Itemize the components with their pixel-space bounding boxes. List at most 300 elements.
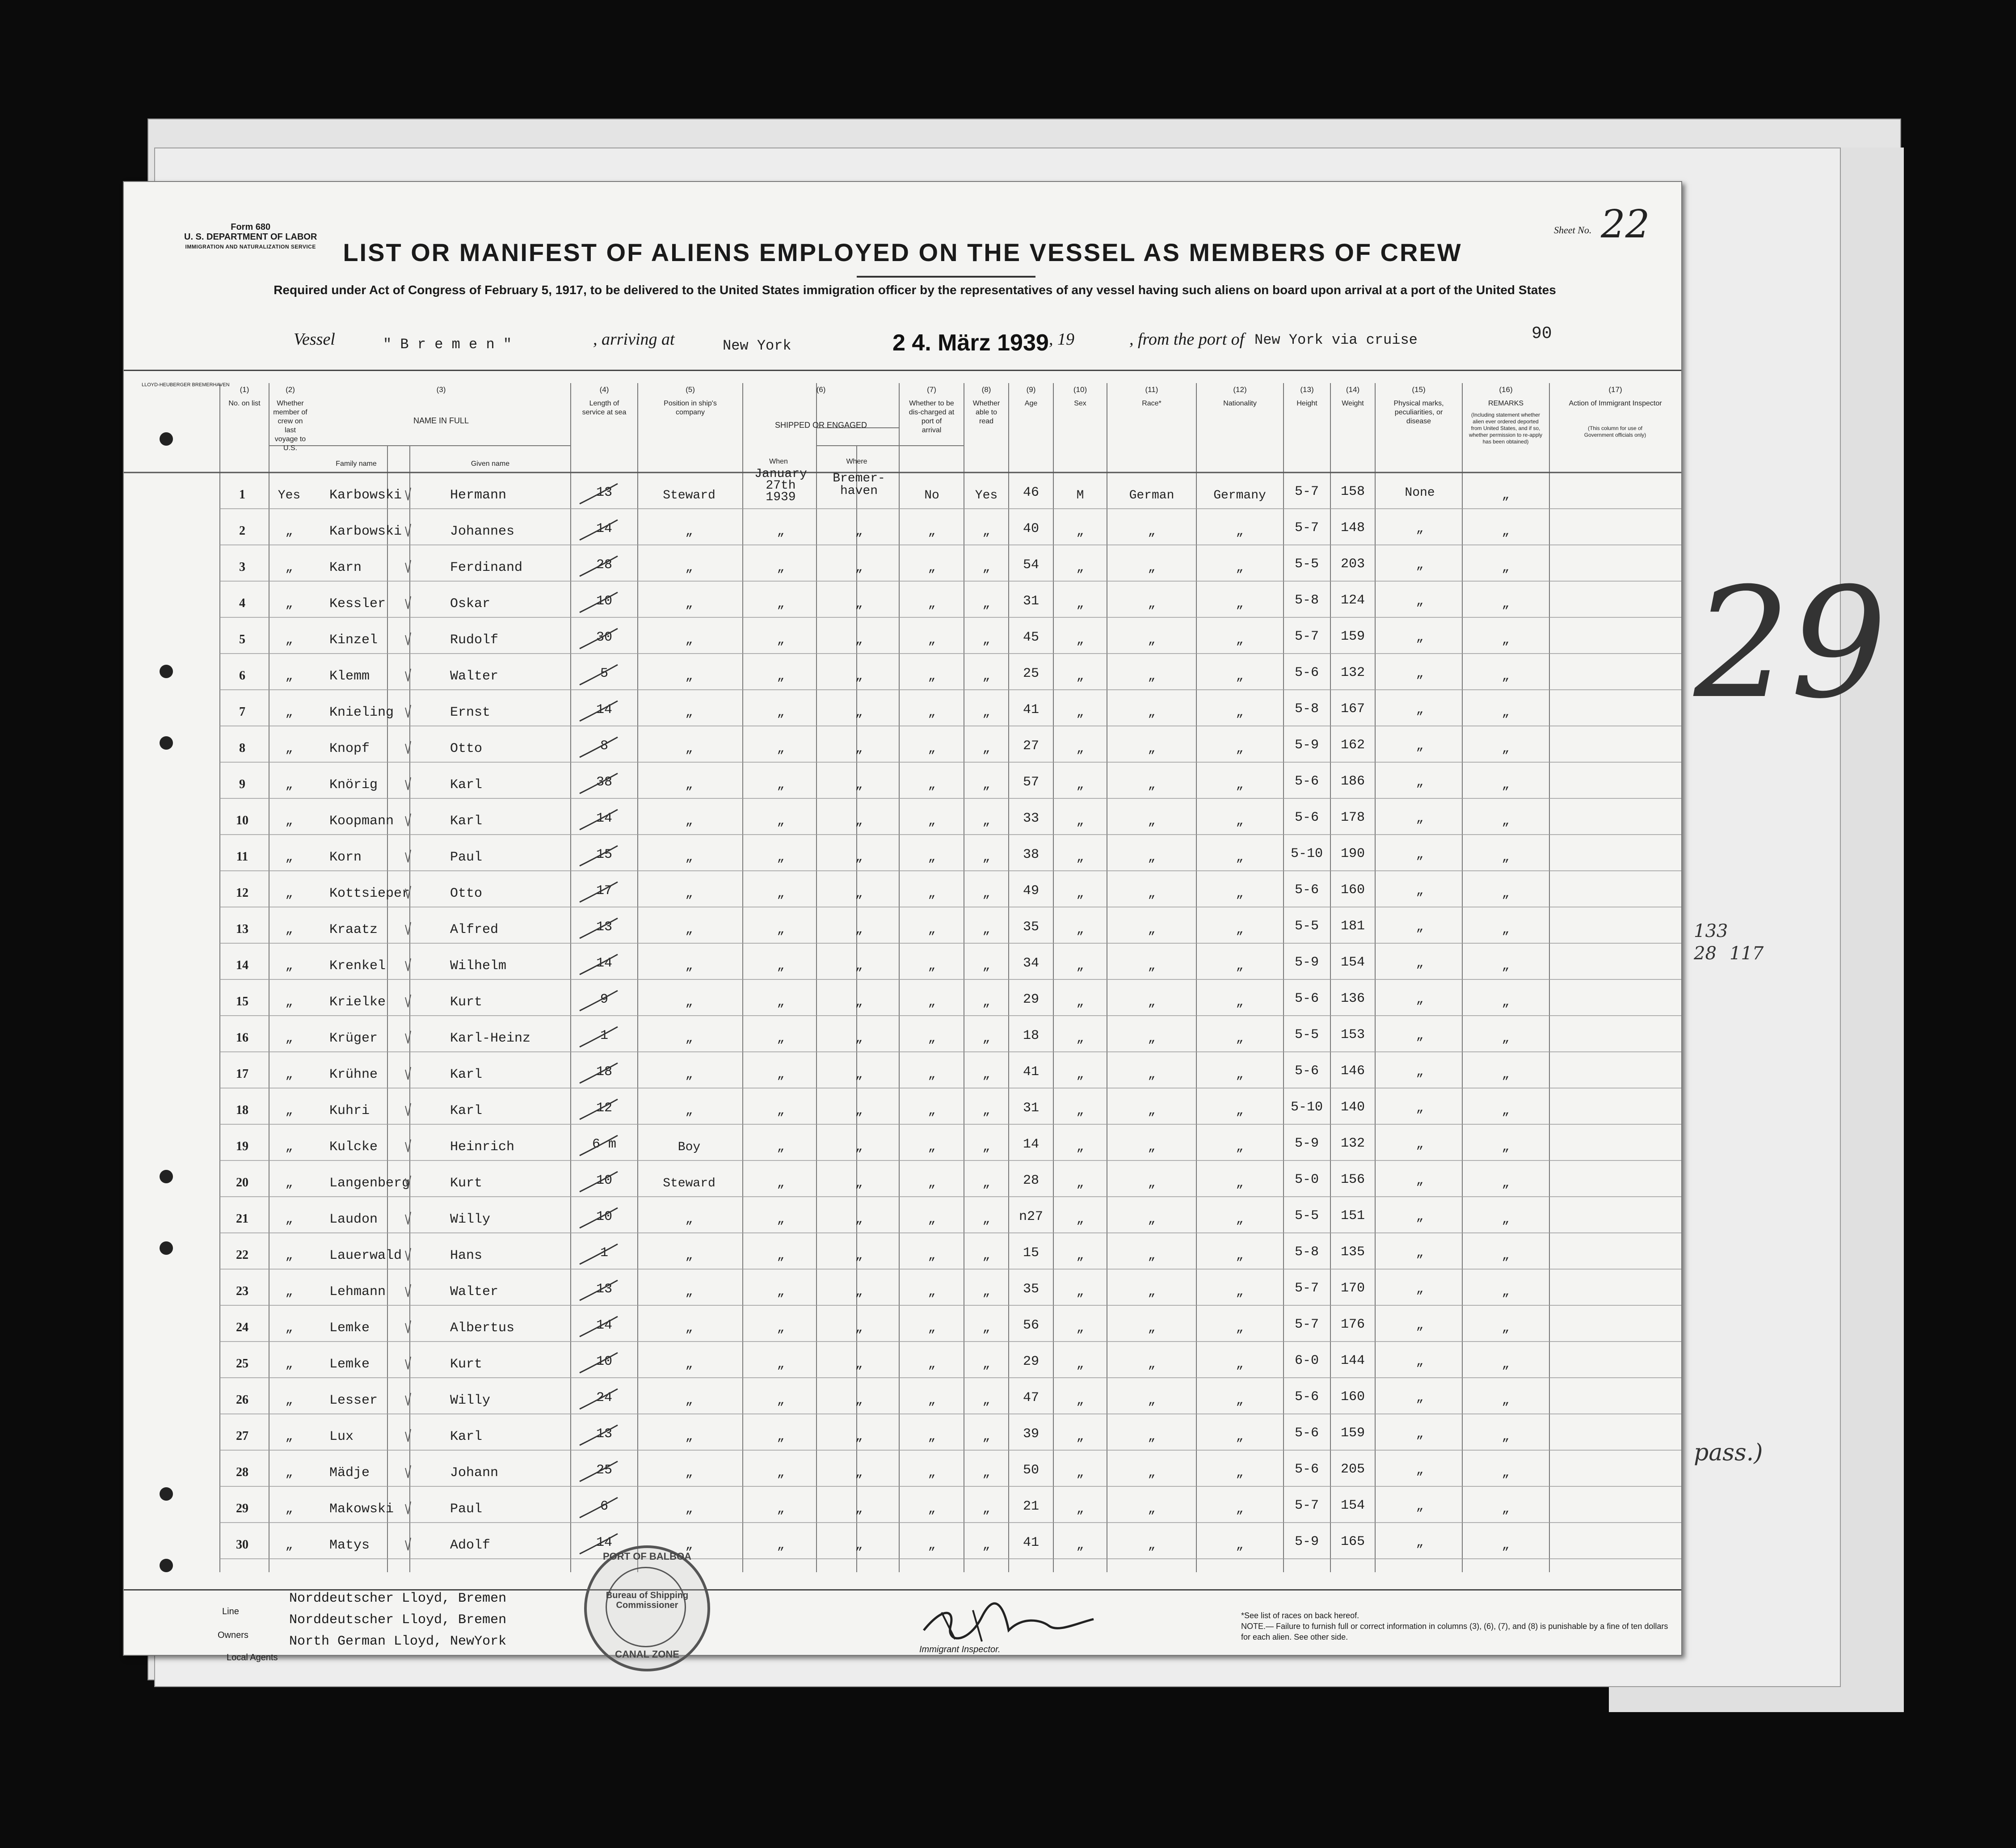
cell-position: „ xyxy=(685,525,693,539)
cell-race: „ xyxy=(1148,1032,1156,1046)
cell-weight: 203 xyxy=(1340,557,1365,572)
cell-nationality: „ xyxy=(1236,1321,1244,1335)
cell-weight: 160 xyxy=(1340,882,1365,898)
cell-age: 21 xyxy=(1023,1499,1040,1514)
cell-weight: 176 xyxy=(1340,1317,1365,1332)
arrival-date-stamp: 2 4. März 1939 xyxy=(892,330,1049,356)
cell-age: 31 xyxy=(1023,1101,1040,1116)
cell-race: „ xyxy=(1148,851,1156,865)
cell-when: „ xyxy=(777,525,785,539)
cell-family-name: Karbowski xyxy=(329,524,402,539)
cell-given-name: Wilhelm xyxy=(450,958,507,974)
punch-hole xyxy=(160,432,173,446)
cell-given-name: Otto xyxy=(450,886,483,901)
column-header: NAME IN FULL xyxy=(413,416,469,425)
cell-nationality: „ xyxy=(1236,1394,1244,1408)
column-number: (9) xyxy=(1026,385,1036,394)
cell-age: 27 xyxy=(1023,738,1040,754)
cell-able-read: „ xyxy=(982,525,990,539)
cell-race: „ xyxy=(1148,1285,1156,1299)
cell-weight: 135 xyxy=(1340,1245,1365,1260)
subcolumn-header: Given name xyxy=(471,460,510,468)
footer-rule xyxy=(124,1589,1681,1591)
column-header: Whether to be xyxy=(909,400,954,407)
cell-where: haven xyxy=(840,484,878,498)
header-rule xyxy=(124,370,1681,371)
cell-height: 5-9 xyxy=(1294,738,1319,753)
cell-given-name: Karl xyxy=(450,1429,483,1444)
cell-remarks: „ xyxy=(1502,706,1510,720)
cell-weight: 190 xyxy=(1340,846,1365,861)
title-underline xyxy=(857,276,1035,278)
cell-discharged: „ xyxy=(928,959,936,973)
column-number: (3) xyxy=(436,385,446,394)
column-header: Physical marks, xyxy=(1393,400,1444,407)
cell-marks: „ xyxy=(1416,993,1424,1007)
cell-when: „ xyxy=(777,633,785,647)
cell-remarks: „ xyxy=(1502,489,1510,502)
cell-where: „ xyxy=(855,778,863,792)
cell-able-read: „ xyxy=(982,1285,990,1299)
cell-given-name: Willy xyxy=(450,1393,491,1408)
cell-given-name: Otto xyxy=(450,741,483,756)
column-header: SHIPPED OR ENGAGED xyxy=(774,421,867,430)
cell-family-name: Lauerwald xyxy=(329,1248,402,1263)
canal-zone-seal xyxy=(584,1545,710,1671)
cell-family-name: Krüger xyxy=(329,1031,378,1046)
cell-weight: 158 xyxy=(1340,484,1365,499)
cell-height: 5-10 xyxy=(1290,1100,1323,1115)
cell-remarks: „ xyxy=(1502,923,1510,937)
cell-given-name: Karl-Heinz xyxy=(450,1031,531,1046)
cell-nationality: „ xyxy=(1236,1249,1244,1263)
cell-nationality: „ xyxy=(1236,959,1244,973)
cell-age: 46 xyxy=(1023,485,1040,500)
cell-family-name: Knieling xyxy=(329,705,394,720)
cell-prev-voyage: „ xyxy=(285,1394,293,1408)
cell-discharged: „ xyxy=(928,1502,936,1516)
check-slash-mark xyxy=(580,737,618,757)
sheet-number-value: 22 xyxy=(1601,202,1650,247)
column-number: (4) xyxy=(599,385,609,394)
cell-when: „ xyxy=(777,1358,785,1371)
column-header: port of xyxy=(921,418,942,425)
cell-remarks: „ xyxy=(1502,1249,1510,1263)
cell-prev-voyage: „ xyxy=(285,1358,293,1371)
cell-service-length: 8 xyxy=(600,738,609,754)
cell-service-length: 18 xyxy=(596,1064,613,1080)
cell-discharged: „ xyxy=(928,1466,936,1480)
cell-position: „ xyxy=(685,670,693,684)
cell-race: „ xyxy=(1148,1177,1156,1190)
cell-marks: „ xyxy=(1416,595,1424,608)
row-number: 28 xyxy=(236,1465,248,1479)
cell-age: 18 xyxy=(1023,1028,1040,1043)
cell-marks: „ xyxy=(1416,739,1424,753)
manifest-sheet xyxy=(123,181,1682,1662)
cell-sex: „ xyxy=(1076,887,1084,901)
cell-discharged: „ xyxy=(928,1140,936,1154)
cell-sex: „ xyxy=(1076,1321,1084,1335)
row-number: 26 xyxy=(236,1393,248,1407)
cell-race: „ xyxy=(1148,1358,1156,1371)
footer-agents-label: Local Agents xyxy=(227,1653,278,1662)
row-number: 14 xyxy=(236,958,248,972)
cell-race: „ xyxy=(1148,1394,1156,1408)
row-number: 11 xyxy=(236,850,248,864)
cell-age: 35 xyxy=(1023,1282,1040,1297)
cell-race: „ xyxy=(1148,1068,1156,1082)
cell-when: „ xyxy=(777,1466,785,1480)
cell-able-read: „ xyxy=(982,851,990,865)
cell-given-name: Paul xyxy=(450,850,483,865)
cell-weight: 153 xyxy=(1340,1027,1365,1042)
cell-sex: „ xyxy=(1076,1430,1084,1444)
column-number: (2) xyxy=(286,385,295,394)
punch-hole xyxy=(160,665,173,678)
row-number: 20 xyxy=(236,1176,248,1190)
row-number: 3 xyxy=(239,560,245,574)
footer-note xyxy=(1241,1610,1670,1642)
cell-given-name: Albertus xyxy=(450,1321,515,1336)
cell-when: „ xyxy=(777,561,785,575)
cell-marks: „ xyxy=(1416,667,1424,681)
cell-height: 5-7 xyxy=(1294,1281,1319,1296)
cell-position: „ xyxy=(685,923,693,937)
cell-height: 5-6 xyxy=(1294,991,1319,1006)
vessel-line-extra: 90 xyxy=(1532,324,1552,343)
column-number: (11) xyxy=(1145,385,1158,394)
remarks-note: has been obtained) xyxy=(1482,439,1529,445)
cell-remarks: „ xyxy=(1502,1539,1510,1553)
cell-height: 5-6 xyxy=(1294,665,1319,680)
cell-height: 5-8 xyxy=(1294,1245,1319,1260)
cell-height: 5-7 xyxy=(1294,520,1319,536)
row-number: 4 xyxy=(239,596,245,610)
subcolumn-header: Family name xyxy=(336,460,377,468)
cell-prev-voyage: „ xyxy=(285,1430,293,1444)
cell-race: „ xyxy=(1148,742,1156,756)
cell-discharged: „ xyxy=(928,887,936,901)
cell-able-read: „ xyxy=(982,706,990,720)
footer-owners-value: Norddeutscher Lloyd, Bremen xyxy=(289,1612,507,1628)
cell-weight: 181 xyxy=(1340,919,1365,934)
cell-weight: 146 xyxy=(1340,1063,1365,1079)
cell-sex: „ xyxy=(1076,1177,1084,1190)
punch-hole xyxy=(160,1559,173,1572)
cell-discharged: „ xyxy=(928,706,936,720)
cell-service-length: 38 xyxy=(596,775,613,790)
cell-discharged: „ xyxy=(928,561,936,575)
cell-nationality: „ xyxy=(1236,561,1244,575)
cell-able-read: „ xyxy=(982,1502,990,1516)
cell-family-name: Karn xyxy=(329,560,362,575)
cell-height: 5-6 xyxy=(1294,810,1319,825)
cell-remarks: „ xyxy=(1502,1394,1510,1408)
cell-when: „ xyxy=(777,778,785,792)
cell-nationality: „ xyxy=(1236,1285,1244,1299)
cell-position: „ xyxy=(685,887,693,901)
cell-service-length: 6 xyxy=(600,1499,609,1514)
cell-able-read: „ xyxy=(982,1358,990,1371)
cell-able-read: „ xyxy=(982,1140,990,1154)
cell-position: „ xyxy=(685,742,693,756)
check-slash-mark xyxy=(580,1244,618,1264)
cell-when: 27th xyxy=(766,479,796,493)
margin-pass-note: pass.) xyxy=(1694,1439,1763,1466)
cell-able-read: „ xyxy=(982,1466,990,1480)
year-label: , 19 xyxy=(1049,330,1074,349)
cell-family-name: Kulcke xyxy=(329,1139,378,1155)
cell-able-read: „ xyxy=(982,814,990,828)
cell-nationality: „ xyxy=(1236,778,1244,792)
cell-position: „ xyxy=(685,1430,693,1444)
column-header: peculiarities, or xyxy=(1394,409,1443,416)
cell-given-name: Walter xyxy=(450,1284,499,1300)
cell-height: 5-6 xyxy=(1294,774,1319,789)
cell-nationality: „ xyxy=(1236,1177,1244,1190)
cell-marks: „ xyxy=(1416,1391,1424,1405)
cell-where: „ xyxy=(855,670,863,684)
cell-sex: M xyxy=(1076,489,1084,502)
cell-nationality: „ xyxy=(1236,814,1244,828)
cell-prev-voyage: „ xyxy=(285,814,293,828)
cell-given-name: Heinrich xyxy=(450,1139,515,1155)
cell-family-name: Kraatz xyxy=(329,922,378,937)
column-number: (6) xyxy=(816,385,826,394)
cell-able-read: „ xyxy=(982,670,990,684)
cell-age: 56 xyxy=(1023,1318,1040,1333)
row-number: 10 xyxy=(236,814,248,827)
cell-age: 41 xyxy=(1023,702,1040,717)
cell-marks: „ xyxy=(1416,1283,1424,1296)
cell-family-name: Lux xyxy=(329,1429,354,1444)
cell-sex: „ xyxy=(1076,742,1084,756)
cell-service-length: 30 xyxy=(596,630,613,645)
cell-service-length: 15 xyxy=(596,847,613,862)
cell-when: „ xyxy=(777,923,785,937)
cell-remarks: „ xyxy=(1502,633,1510,647)
cell-service-length: 14 xyxy=(596,1535,613,1550)
cell-given-name: Kurt xyxy=(450,1176,483,1191)
cell-sex: „ xyxy=(1076,851,1084,865)
cell-nationality: „ xyxy=(1236,1430,1244,1444)
cell-discharged: „ xyxy=(928,1032,936,1046)
column-number: (1) xyxy=(240,385,249,394)
cell-prev-voyage: „ xyxy=(285,887,293,901)
cell-sex: „ xyxy=(1076,597,1084,611)
cell-prev-voyage: „ xyxy=(285,851,293,865)
column-header: voyage to xyxy=(274,435,306,443)
cell-given-name: Hans xyxy=(450,1248,483,1263)
column-header: last xyxy=(285,426,296,434)
cell-remarks: „ xyxy=(1502,851,1510,865)
cell-marks: „ xyxy=(1416,1464,1424,1477)
cell-discharged: „ xyxy=(928,633,936,647)
margin-number-c: 117 xyxy=(1730,943,1764,964)
cell-when: „ xyxy=(777,996,785,1009)
cell-when: 1939 xyxy=(766,490,796,504)
cell-remarks: „ xyxy=(1502,1213,1510,1227)
cell-discharged: „ xyxy=(928,1430,936,1444)
column-number: (5) xyxy=(686,385,695,394)
cell-remarks: „ xyxy=(1502,670,1510,684)
row-number: 6 xyxy=(239,669,245,683)
column-header: Whether xyxy=(972,400,1000,407)
cell-when: „ xyxy=(777,706,785,720)
cell-age: 14 xyxy=(1023,1137,1040,1152)
cell-sex: „ xyxy=(1076,1358,1084,1371)
column-header: Length of xyxy=(589,400,619,407)
cell-service-length: 10 xyxy=(596,1173,613,1188)
cell-sex: „ xyxy=(1076,923,1084,937)
cell-service-length: 25 xyxy=(596,1463,613,1478)
cell-age: 15 xyxy=(1023,1245,1040,1261)
cell-remarks: „ xyxy=(1502,1140,1510,1154)
cell-discharged: „ xyxy=(928,1104,936,1118)
column-number: (16) xyxy=(1499,385,1513,394)
cell-height: 5-6 xyxy=(1294,1063,1319,1079)
cell-weight: 205 xyxy=(1340,1462,1365,1477)
cell-service-length: 13 xyxy=(596,1282,613,1297)
cell-weight: 154 xyxy=(1340,955,1365,970)
punch-hole xyxy=(160,1170,173,1183)
cell-remarks: „ xyxy=(1502,1358,1510,1371)
cell-marks: „ xyxy=(1416,1427,1424,1441)
cell-service-length: 28 xyxy=(596,557,613,573)
cell-marks: „ xyxy=(1416,1210,1424,1224)
cell-where: „ xyxy=(855,1140,863,1154)
cell-position: „ xyxy=(685,706,693,720)
cell-remarks: „ xyxy=(1502,1068,1510,1082)
cell-when: „ xyxy=(777,1430,785,1444)
cell-prev-voyage: „ xyxy=(285,1177,293,1190)
cell-prev-voyage: „ xyxy=(285,1068,293,1082)
column-number: (14) xyxy=(1346,385,1360,394)
cell-when: „ xyxy=(777,1140,785,1154)
cell-where: „ xyxy=(855,742,863,756)
cell-race: „ xyxy=(1148,887,1156,901)
cell-weight: 167 xyxy=(1340,701,1365,717)
column-header: Weight xyxy=(1342,400,1364,407)
cell-family-name: Lehmann xyxy=(329,1284,386,1300)
cell-family-name: Korn xyxy=(329,850,362,865)
form-department: U. S. DEPARTMENT OF LABOR xyxy=(184,232,317,242)
cell-prev-voyage: „ xyxy=(285,1466,293,1480)
cell-discharged: „ xyxy=(928,923,936,937)
row-number: 22 xyxy=(236,1248,248,1262)
inspector-label: Immigrant Inspector. xyxy=(919,1645,1001,1654)
cell-when: „ xyxy=(777,851,785,865)
remarks-note: from United States, and if so, xyxy=(1471,425,1540,431)
cell-position: „ xyxy=(685,1539,693,1553)
cell-position: „ xyxy=(685,1068,693,1082)
cell-position: „ xyxy=(685,1213,693,1227)
cell-nationality: „ xyxy=(1236,1032,1244,1046)
cell-age: 38 xyxy=(1023,847,1040,862)
row-number: 17 xyxy=(236,1067,248,1081)
column-header: arrival xyxy=(922,426,942,434)
column-header: U.S. xyxy=(283,444,298,452)
column-number: (7) xyxy=(927,385,936,394)
punch-hole xyxy=(160,1487,173,1501)
inspector-signature xyxy=(915,1599,1103,1648)
cell-marks: „ xyxy=(1416,522,1424,536)
cell-service-length: 14 xyxy=(596,702,613,717)
cell-sex: „ xyxy=(1076,670,1084,684)
cell-position: „ xyxy=(685,1321,693,1335)
cell-weight: 132 xyxy=(1340,1136,1365,1151)
cell-nationality: „ xyxy=(1236,742,1244,756)
row-number: 19 xyxy=(236,1139,248,1153)
cell-race: „ xyxy=(1148,1502,1156,1516)
cell-where: „ xyxy=(855,1068,863,1082)
column-header: Whether xyxy=(277,400,304,407)
cell-family-name: Kinzel xyxy=(329,633,378,648)
cell-where: „ xyxy=(855,1358,863,1371)
row-number: 2 xyxy=(239,524,245,538)
cell-marks: „ xyxy=(1416,1174,1424,1188)
row-number: 1 xyxy=(239,488,245,502)
cell-marks: „ xyxy=(1416,1246,1424,1260)
row-number: 23 xyxy=(236,1284,248,1298)
cell-age: 49 xyxy=(1023,883,1040,899)
cell-weight: 159 xyxy=(1340,629,1365,644)
cell-race: „ xyxy=(1148,778,1156,792)
cell-given-name: Kurt xyxy=(450,995,483,1010)
cell-service-length: 13 xyxy=(596,920,613,935)
cell-service-length: 17 xyxy=(596,883,613,899)
cell-race: „ xyxy=(1148,996,1156,1009)
cell-race: „ xyxy=(1148,1539,1156,1553)
cell-weight: 140 xyxy=(1340,1100,1365,1115)
column-header: Age xyxy=(1024,400,1038,407)
cell-service-length: 10 xyxy=(596,1354,613,1369)
cell-nationality: „ xyxy=(1236,1104,1244,1118)
cell-remarks: „ xyxy=(1502,1104,1510,1118)
column-header: service at sea xyxy=(582,409,627,416)
cell-family-name: Kuhri xyxy=(329,1103,370,1118)
cell-when: „ xyxy=(777,1539,785,1553)
cell-marks: „ xyxy=(1416,920,1424,934)
seal-top-text: PORT OF BALBOA xyxy=(603,1551,691,1562)
cell-prev-voyage: „ xyxy=(285,561,293,575)
cell-sex: „ xyxy=(1076,525,1084,539)
sheet-number-label: Sheet No. xyxy=(1554,224,1592,236)
cell-family-name: Knopf xyxy=(329,741,370,756)
check-slash-mark xyxy=(580,1027,618,1047)
cell-when: „ xyxy=(777,1502,785,1516)
cell-prev-voyage: „ xyxy=(285,670,293,684)
cell-prev-voyage: „ xyxy=(285,1249,293,1263)
cell-height: 5-6 xyxy=(1294,1462,1319,1477)
cell-given-name: Paul xyxy=(450,1502,483,1517)
cell-where: „ xyxy=(855,561,863,575)
column-header: able to xyxy=(975,409,997,416)
cell-age: 28 xyxy=(1023,1173,1040,1188)
cell-sex: „ xyxy=(1076,1394,1084,1408)
vessel-label: Vessel xyxy=(294,330,335,349)
cell-service-length: 13 xyxy=(596,485,613,500)
cell-family-name: Langenberg xyxy=(329,1176,410,1191)
cell-height: 5-9 xyxy=(1294,1534,1319,1549)
manifest-table xyxy=(124,374,1681,1581)
row-number: 9 xyxy=(239,777,245,791)
cell-prev-voyage: „ xyxy=(285,1285,293,1299)
column-header: Action of Immigrant Inspector xyxy=(1569,400,1662,407)
cell-able-read: „ xyxy=(982,597,990,611)
cell-able-read: „ xyxy=(982,1249,990,1263)
